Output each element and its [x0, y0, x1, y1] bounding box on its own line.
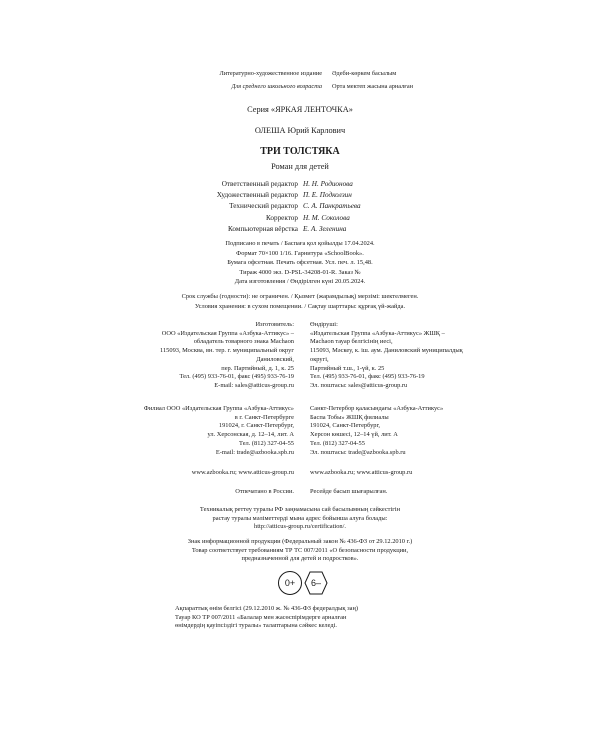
manufacturer-line: округі,	[310, 355, 329, 363]
credit-role: Технический редактор	[229, 202, 298, 211]
websites-ru	[110, 469, 294, 478]
credit-role: Художественный редактор	[216, 191, 298, 200]
book-subtitle: Роман для детей	[271, 162, 329, 171]
manufacturer-line: Тел. (495) 933-76-01, факс (495) 933-76-19	[310, 373, 425, 381]
regulation-line: Техникалық реттеу туралы РФ заңнамасына сай басылымның сәйкестігін	[199, 506, 401, 513]
bottom-kz-line: өнімдердің қауіпсіздігі туралы» талаптарына сәйкес келеді.	[175, 622, 337, 630]
printed-in-text: Отпечатано в России.	[235, 488, 294, 495]
branch-line: Херсон көшесі, 12–14 үй, лит. А	[310, 431, 398, 439]
website-links[interactable]: www.azbooka.ru; www.atticus-group.ru	[310, 469, 413, 476]
credit-name: Е. А. Зеленина	[303, 224, 347, 233]
websites-kz	[310, 469, 500, 478]
credit-row	[0, 213, 600, 224]
manufacturer-kz	[310, 321, 500, 391]
manufacturer-line: 115093, Мәскеу, к. іш. аум. Даниловский муниципалдық	[310, 347, 463, 355]
bottom-kz-line: Ақпараттық өнім белгісі (29.12.2010 ж. № 436-ФЗ федералдық заң)	[175, 605, 359, 612]
credit-role: Компьютерная вёрстка	[228, 224, 298, 233]
storage-info	[0, 292, 600, 311]
branch-kz	[310, 405, 500, 457]
print-info-line: Дата изготовления / Өндірілген күні 20.05.2024.	[234, 278, 366, 286]
manufacturer-line: пер. Партийный, д. 1, к. 25	[221, 364, 294, 372]
regulation-info	[0, 506, 600, 532]
credit-row	[0, 224, 600, 235]
regulation-line[interactable]: http://atticus-group.ru/certification/.	[254, 523, 346, 531]
credit-name: Н. Н. Родионова	[303, 180, 353, 188]
manufacturer-line: «Издательская Группа «Азбука-Аттикус» ЖШҚ –	[310, 329, 445, 337]
info-mark-line: Знак информационной продукции (Федеральный закон № 436-ФЗ от 29.12.2010 г.)	[187, 538, 413, 545]
credit-name: П. Е. Подколзин	[303, 191, 352, 200]
branch-line: в г. Санкт-Петербурге	[234, 413, 294, 421]
manufacturer-line: Даниловский,	[256, 355, 294, 363]
credit-row	[0, 201, 600, 212]
bottom-kz-line: Тауар КО ТР 007/2011 «Балалар мен жасөспірімдерге арналған	[175, 613, 347, 621]
credit-row	[0, 190, 600, 201]
website-links[interactable]: www.azbooka.ru; www.atticus-group.ru	[191, 469, 294, 476]
manufacturer-line: Эл. поштасы: sales@atticus-group.ru	[310, 381, 408, 389]
bottom-kz-info	[175, 605, 358, 631]
printed-in-text: Ресейде басып шығарылған.	[310, 488, 388, 495]
genre-label-ru: Литературно-художественное издание	[219, 70, 322, 77]
credit-row	[0, 179, 600, 190]
manufacturer-line: E-mail: sales@atticus-group.ru	[214, 381, 294, 389]
genre-label-kz: Әдеби-көркем басылым	[332, 70, 397, 77]
age-label-kz: Орта мектеп жасына арналған	[332, 83, 414, 90]
manufacturer-line: Изготовитель:	[255, 321, 294, 328]
branch-line: Тел. (812) 327-04-55	[310, 439, 365, 447]
info-mark-line: предназначенной для детей и подростков».	[241, 555, 359, 563]
manufacturer-line: Партийный т.ш., 1-үй, к. 25	[310, 364, 385, 372]
branch-line: Баспа Тобы» ЖШҚ филиалы	[310, 413, 389, 421]
storage-line: Срок службы (годности): не ограничен. / Қызмет (жарамдылық) мерзімі: шектелмеген.	[181, 293, 419, 300]
manufacturer-line: 115093, Москва, вн. тер. г. муниципальный округ	[160, 347, 294, 355]
age-badge-label: 6–	[310, 578, 321, 588]
credit-name: С. А. Панкратьева	[303, 202, 361, 211]
printed-in-ru	[110, 488, 294, 497]
age-badge-6	[304, 571, 328, 595]
print-info-line: Подписано в печать / Баспаға қол қойылды 17.04.2024.	[225, 240, 375, 247]
branch-line: E-mail: trade@azbooka.spb.ru	[215, 448, 294, 456]
credits	[0, 179, 600, 235]
age-label-ru: Для среднего школьного возраста	[231, 83, 322, 90]
manufacturer-line: ООО «Издательская Группа «Азбука-Аттикус» –	[161, 329, 294, 337]
branch-line: Эл. поштасы: trade@azbooka.spb.ru	[310, 448, 406, 456]
credit-name: Н. М. Соколова	[303, 213, 350, 222]
print-info	[0, 239, 600, 287]
manufacturer-line: Тел. (495) 933-76-01, факс (495) 933-76-19	[179, 373, 294, 381]
credit-role: Корректор	[265, 213, 298, 222]
storage-line: Условия хранения: в сухом помещении. / Сақтау шарттары: құрғақ үй-жайда.	[194, 302, 406, 310]
branch-line: Филиал ООО «Издательская Группа «Азбука-Аттикус»	[143, 405, 294, 412]
branch-line: 191024, Санкт-Петербург,	[310, 422, 380, 430]
print-info-line: Формат 70×100 1/16. Гарнитура «SchoolBook».	[236, 249, 364, 257]
regulation-line: растау туралы мәліметтерді мына адрес бойынша алуға болады:	[212, 514, 388, 522]
info-mark	[0, 538, 600, 564]
print-info-line: Бумага офсетная. Печать офсетная. Усл. печ. л. 15,48.	[227, 259, 373, 267]
book-title: ТРИ ТОЛСТЯКА	[260, 146, 340, 157]
age-badge-0plus: 0+	[278, 571, 302, 595]
branch-line: ул. Херсонская, д. 12–14, лит. А	[207, 431, 294, 439]
series-name: Серия «ЯРКАЯ ЛЕНТОЧКА»	[247, 105, 353, 114]
branch-ru	[110, 405, 294, 457]
branch-line: 191024, г. Санкт-Петербург,	[218, 422, 294, 430]
credit-role: Ответственный редактор	[221, 180, 298, 188]
manufacturer-line: обладатель товарного знака Machaon	[193, 338, 294, 346]
printed-in-kz	[310, 488, 500, 497]
manufacturer-line: Өндіруші:	[310, 321, 338, 328]
branch-line: Тел. (812) 327-04-55	[239, 439, 294, 447]
manufacturer-line: Machaon тауар белгісінің иесі,	[310, 338, 393, 346]
print-info-line: Тираж 4000 экз. D-PSL-34208-01-R. Заказ №	[239, 268, 361, 276]
branch-line: Санкт-Петербор қаласындағы «Азбука-Аттикус»	[310, 405, 444, 412]
author-name: ОЛЕША Юрий Карлович	[254, 126, 346, 135]
manufacturer-ru	[110, 321, 294, 391]
info-mark-line: Товар соответствует требованиям ТР ТС 007/2011 «О безопасности продукции,	[191, 546, 409, 554]
